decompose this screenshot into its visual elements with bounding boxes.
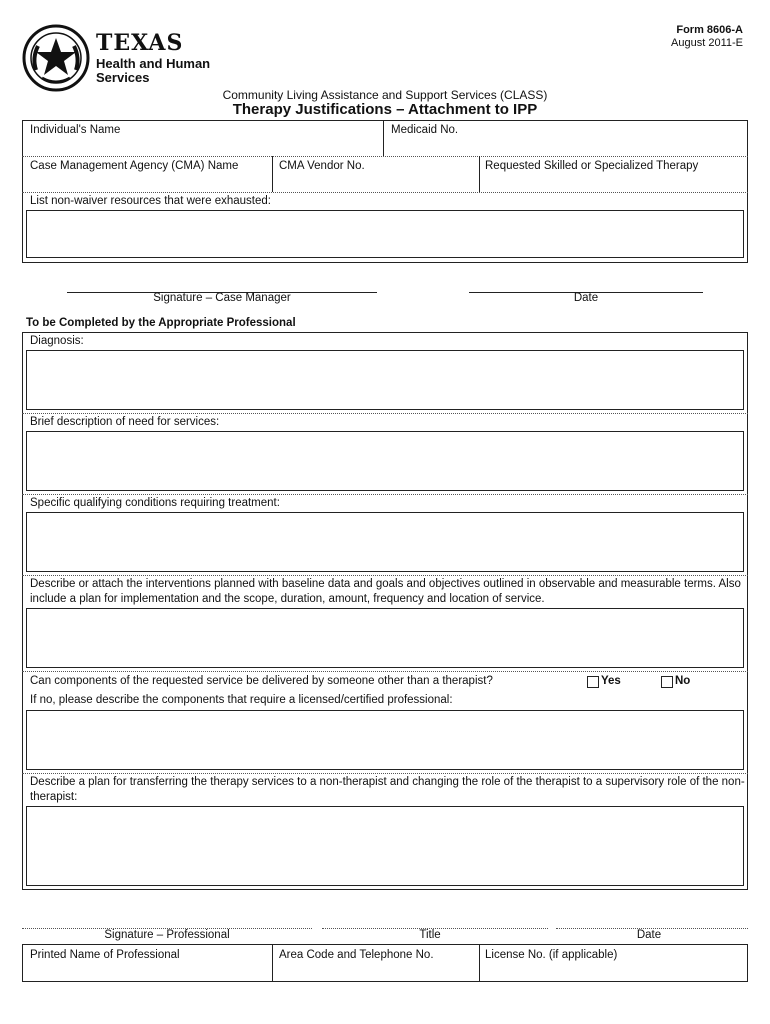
conditions-label: Specific qualifying conditions requiring treatment: <box>30 497 280 509</box>
conditions-field[interactable] <box>26 512 744 572</box>
if-no-label: If no, please describe the components that require a licensed/certified professional: <box>30 694 453 706</box>
texas-seal-logo <box>22 24 90 92</box>
need-label: Brief description of need for services: <box>30 416 220 428</box>
interventions-label-line1: Describe or attach the interventions planned with baseline data and goals and objectives outlined in observable and measurable terms. Also <box>30 578 741 590</box>
cma-vendor-label: CMA Vendor No. <box>279 160 365 172</box>
agency-name <box>96 32 210 84</box>
telephone-label: Area Code and Telephone No. <box>279 949 434 961</box>
divider <box>479 944 480 982</box>
professional-section-heading: To be Completed by the Appropriate Professional <box>26 317 296 329</box>
cma-name-label: Case Management Agency (CMA) Name <box>30 160 239 172</box>
medicaid-no-label: Medicaid No. <box>391 124 459 136</box>
yes-label: Yes <box>601 675 621 687</box>
professional-signature-label: Signature – Professional <box>104 929 230 941</box>
transfer-plan-field[interactable] <box>26 806 744 886</box>
transfer-plan-label-line1: Describe a plan for transferring the therapy services to a non-therapist and changing the role of the therapist to a supervisory role of the non- <box>30 776 745 788</box>
divider <box>22 494 748 495</box>
divider <box>22 192 748 193</box>
resources-field[interactable] <box>26 210 744 258</box>
divider <box>22 575 748 576</box>
form-number: Form 8606-A <box>676 24 743 36</box>
divider <box>22 156 748 157</box>
agency-name-line3: Services <box>96 70 150 85</box>
interventions-field[interactable] <box>26 608 744 668</box>
divider <box>22 413 748 414</box>
diagnosis-label: Diagnosis: <box>30 335 84 347</box>
yes-checkbox[interactable] <box>587 676 599 688</box>
components-question: Can components of the requested service be delivered by someone other than a therapist? <box>30 675 493 687</box>
divider <box>272 944 273 982</box>
printed-name-label: Printed Name of Professional <box>30 949 180 961</box>
license-label: License No. (if applicable) <box>485 949 618 961</box>
form-date: August 2011-E <box>671 37 743 49</box>
agency-name-texas: TEXAS <box>96 30 184 56</box>
resources-label: List non-waiver resources that were exhausted: <box>30 195 271 207</box>
interventions-label-line2: include a plan for implementation and the scope, duration, amount, frequency and location of service. <box>30 593 545 605</box>
individual-name-label: Individual's Name <box>30 124 121 136</box>
page-title: Therapy Justifications – Attachment to IPP <box>232 101 538 118</box>
divider <box>479 156 480 192</box>
divider <box>383 120 384 156</box>
no-checkbox[interactable] <box>661 676 673 688</box>
divider <box>272 156 273 192</box>
case-manager-date-label: Date <box>573 292 599 304</box>
case-manager-signature-label: Signature – Case Manager <box>153 292 291 304</box>
divider <box>22 773 748 774</box>
agency-name-line2: Health and Human <box>96 56 211 71</box>
need-field[interactable] <box>26 431 744 491</box>
transfer-plan-label-line2: therapist: <box>30 791 78 803</box>
professional-date-label: Date <box>636 929 662 941</box>
program-name: Community Living Assistance and Support Services (CLASS) <box>222 88 548 102</box>
divider <box>22 671 748 672</box>
diagnosis-field[interactable] <box>26 350 744 410</box>
professional-title-label: Title <box>419 929 441 941</box>
no-label: No <box>675 675 691 687</box>
requested-therapy-label: Requested Skilled or Specialized Therapy <box>485 160 699 172</box>
licensed-components-field[interactable] <box>26 710 744 770</box>
